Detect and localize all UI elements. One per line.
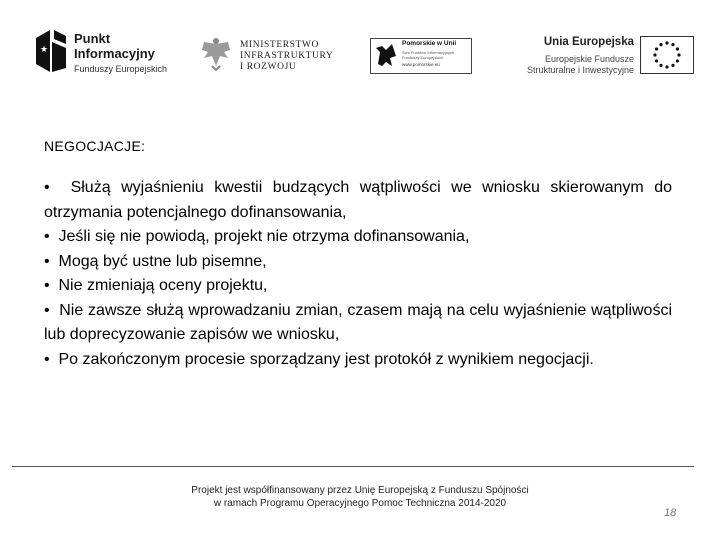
ministerstwo-line3: I ROZWOJU <box>240 62 297 72</box>
ministerstwo-logo <box>200 22 340 86</box>
bullet-text: Nie zmieniają oceny projektu, <box>58 277 268 294</box>
bullet-text: Nie zawsze służą wprowadzaniu zmian, czasem mają na celu wyjaśnienie wątpliwości lub doprecyzowanie zapisów we wniosku, <box>44 301 673 343</box>
fundusze-europejskie-icon <box>34 28 68 74</box>
bullet-mark: • <box>44 179 50 196</box>
bullet-mark: • <box>44 350 50 368</box>
pomorskie-sub1: Sieć Punktów Informacyjnych <box>402 50 455 55</box>
ue-line3: Strukturalne i Inwestycyjne <box>526 65 634 75</box>
list-item <box>44 250 672 275</box>
punkt-informacyjny-logo <box>34 22 184 86</box>
bullet-mark: • <box>44 277 50 294</box>
bullet-list <box>44 176 672 372</box>
bullet-mark: • <box>44 301 50 319</box>
svg-text:★: ★ <box>40 45 49 55</box>
page-number: 18 <box>664 507 677 519</box>
pomorskie-logo <box>370 22 470 86</box>
logo-informacyjny-text: Informacyjny <box>74 46 155 61</box>
footer-line2: w ramach Programu Operacyjnego Pomoc Techniczna 2014-2020 <box>213 498 507 509</box>
list-item <box>44 299 672 348</box>
section-heading: NEGOCJACJE: <box>44 138 146 154</box>
bullet-text: Po zakończonym procesie sporządzany jest protokół z wynikiem negocjacji. <box>58 350 594 368</box>
footer-divider <box>12 466 694 467</box>
list-item <box>44 176 672 225</box>
bullet-text: Służą wyjaśnieniu kwestii budzących wątpliwości we wniosku skierowanym do otrzymania potencjalnego dofinansowania, <box>44 179 673 221</box>
list-item <box>44 274 672 299</box>
bullet-mark: • <box>44 252 50 270</box>
griffin-emblem-icon <box>374 42 398 68</box>
ue-line2: Europejskie Fundusze <box>544 54 634 64</box>
logo-strip <box>28 22 692 86</box>
list-item <box>44 225 672 250</box>
bullet-text: Jeśli się nie powiodą, projekt nie otrzyma dofinansowania, <box>58 228 470 245</box>
ue-title: Unia Europejska <box>543 36 634 48</box>
unia-europejska-logo <box>506 22 696 86</box>
footer-text <box>160 484 560 510</box>
eu-flag-icon <box>640 36 694 74</box>
bullet-text: Mogą być ustne lub pisemne, <box>58 252 267 270</box>
pomorskie-url: www.pomorskie.eu <box>402 62 440 67</box>
ministerstwo-line1: MINISTERSTWO <box>240 40 319 50</box>
list-item <box>44 348 672 373</box>
pomorskie-sub2: Funduszy Europejskich <box>402 55 444 60</box>
logo-fundusze-text: Funduszy Europejskich <box>74 64 168 74</box>
bullet-mark: • <box>44 228 50 245</box>
ministerstwo-line2: INFRASTRUKTURY <box>240 51 334 61</box>
eagle-emblem-icon <box>200 36 232 72</box>
logo-punkt-text: Punkt <box>74 31 111 46</box>
footer-line1: Projekt jest współfinansowany przez Unię Europejską z Funduszu Spójności <box>191 485 529 496</box>
pomorskie-title: Pomorskie w Unii <box>402 40 457 47</box>
